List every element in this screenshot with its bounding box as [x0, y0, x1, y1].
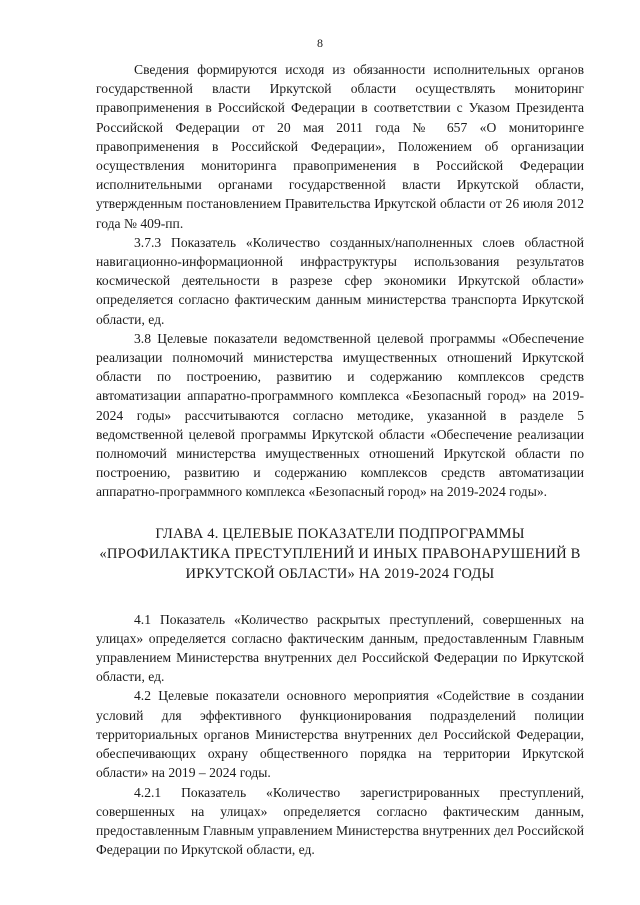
paragraph-3-7-3: 3.7.3 Показатель «Количество созданных/наполненных слоев областной навигационно-информационной инфраструктуры использования результатов космической деятельности в разрезе сфер экономики Иркутской области» определяется согласно фактическим данным министерства транспорта Иркутской области, ед. [96, 234, 584, 327]
paragraph-4-2: 4.2 Целевые показатели основного мероприятия «Содействие в создании условий для эффективного функционирования подразделений полиции территориальных органов Министерства внутренних дел Российской Федерации, обеспечивающих охрану общественного порядка на территории Иркутской области» на 2019 – 2024 годы. [96, 688, 584, 781]
chapter-heading-line-1: ГЛАВА 4. ЦЕЛЕВЫЕ ПОКАЗАТЕЛИ ПОДПРОГРАММЫ [155, 525, 525, 542]
chapter-heading-line-3: ИРКУТСКОЙ ОБЛАСТИ» НА 2019-2024 ГОДЫ [185, 565, 495, 582]
paragraph-4-2-1: 4.2.1 Показатель «Количество зарегистрированных преступлений, совершенных на улицах» определяется согласно фактическим данным, предоставленным Главным управлением Министерства внутренних дел Российской Федерации по Иркутской области, ед. [96, 784, 584, 858]
paragraph-3-8: 3.8 Целевые показатели ведомственной целевой программы «Обеспечение реализации полномочий министерства имущественных отношений Иркутской области по построению, развитию и содержанию комплексов средств автоматизации аппаратно-программного комплекса «Безопасный город» на 2019-2024 годы» рассчитываются согласно методике, указанной в разделе 5 ведомственной целевой программы Иркутской области «Обеспечение реализации полномочий министерства имущественных отношений Иркутской области по построению, развитию и содержанию комплексов средств автоматизации аппаратно-программного комплекса «Безопасный город» на 2019-2024 годы». [96, 330, 584, 500]
chapter-4-heading [96, 524, 584, 584]
chapter-heading-line-2: «ПРОФИЛАКТИКА ПРЕСТУПЛЕНИЙ И ИНЫХ ПРАВОНАРУШЕНИЙ В [99, 545, 581, 562]
paragraph-monitoring-info: Сведения формируются исходя из обязанности исполнительных органов государственной власти Иркутской области осуществлять мониторинг правоприменения в Российской Федерации в соответствии с Указом Президента Российской Федерации от 20 мая 2011 года № 657 «О мониторинге правоприменения в Российской Федерации», Положением об организации осуществления мониторинга правоприменения в Российской Федерации исполнительными органами государственной власти Иркутской области, утвержденным постановлением Правительства Иркутской области от 26 июля 2012 года № 409-пп. [96, 62, 584, 231]
paragraph-4-1: 4.1 Показатель «Количество раскрытых преступлений, совершенных на улицах» определяется согласно фактическим данным, предоставленным Главным управлением Министерства внутренних дел Российской Федерации по Иркутской области, ед. [96, 611, 584, 685]
page-number: 8 [317, 36, 323, 50]
document-body [96, 60, 584, 859]
